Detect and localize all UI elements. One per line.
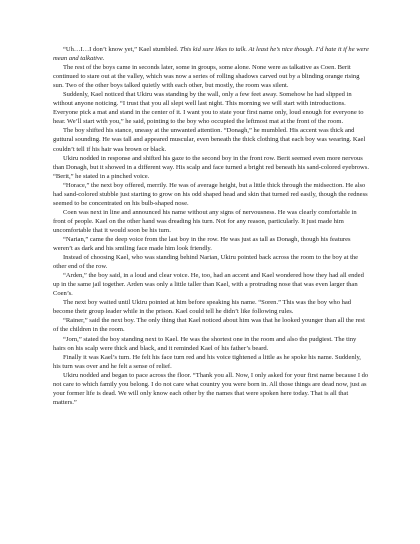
paragraph-text: “Uh…I…I don’t know yet,” Kael stumbled. [63, 46, 180, 53]
paragraph [53, 181, 369, 208]
paragraph [53, 90, 369, 126]
paragraph-text: Finally it was Kael’s turn. He felt his face turn red and his voice tightened a little as he spoke his name. Suddenly, his turn was over and he felt a sense of relief. [53, 353, 361, 370]
paragraph [53, 298, 369, 316]
paragraph-text: Suddenly, Kael noticed that Ukiru was standing by the wall, only a few feet away. Somehow he had slipped in without anyone noticing. “I trust that you all slept well last night. This morning we will start with introductions. Everyone pick a mat and stand in the center of it. I want you to state your first name only, loud enough for everyone to hear. We’ll start with you,” he said, pointing to the boy who occupied the leftmost mat at the front of the room. [53, 91, 364, 126]
paragraph-text: Ukiru nodded in response and shifted his gaze to the second boy in the front row. Berit seemed even more nervous than Donagh, but it showed in a different way. His scalp and face turned a bright red beneath his sand-colored eyebrows. “Berit,” he stated in a pinched voice. [53, 154, 369, 180]
paragraph-text: “Rainer,” said the next boy. The only thing that Kael noticed about him was that he looked younger than all the rest of the children in the room. [53, 317, 365, 334]
paragraph-text: The boy shifted his stance, uneasy at the unwanted attention. “Donagh,” he mumbled. His accent was thick and guttural sounding. He was tall and appeared muscular, even beneath the thick clothing that each boy was wearing. Kael couldn’t tell if his hair was brown or black. [53, 127, 366, 153]
paragraph [53, 154, 369, 181]
paragraph-text: Instead of choosing Kael, who was standing behind Narian, Ukiru pointed back across the room to the boy at the other end of the row. [53, 254, 359, 271]
paragraph [53, 271, 369, 298]
paragraph-text: The rest of the boys came in seconds later, some in groups, some alone. None were as talkative as Coen. Berit continued to stare out at the valley, which was now a series of rolling shadows carved out by a blinding orange rising sun. Two of the other boys talked quietly with each other, but mostly, the room was silent. [53, 64, 360, 90]
paragraph [53, 126, 369, 153]
paragraph [53, 371, 369, 407]
paragraph-text: “Horace,” the next boy offered, merrily. He was of average height, but a little thick through the midsection. He also had sand-colored stubble just starting to grow on his odd shaped head and skin that turned red easily, though the redness seemed to be concentrated on his bulb-shaped nose. [53, 181, 368, 207]
paragraph-text: Coen was next in line and announced his name without any signs of nervousness. He was clearly comfortable in front of people. Kael on the other hand was dreading his turn. Not for any reason, particularly. It just made him uncomfortable that it would soon be his turn. [53, 208, 357, 234]
paragraph-text: The next boy waited until Ukiru pointed at him before speaking his name. “Soren.” This was the boy who had become their group leader while in the prison. Kael could tell he didn’t like following rules. [53, 299, 352, 316]
paragraph-text: Ukiru nodded and began to pace across the floor. “Thank you all. Now, I only asked for your first name because I do not care to which family you belong. I do not care what country you were born in. All those things are dead now, just as your former life is dead. We will only know each other by the names that were spoken here today. That is all that matters.” [53, 371, 369, 406]
paragraph-text: “Arden,” the boy said, in a loud and clear voice. He, too, had an accent and Kael wondered how they had all ended up in the same jail together. Arden was only a little taller than Kael, with a protruding nose that was even larger than Coen’s. [53, 272, 364, 298]
paragraph-text: “Jorn,” stated the boy standing next to Kael. He was the shortest one in the room and also the pudgiest. The tiny hairs on his scalp were thick and black, and it reminded Kael of his father’s beard. [53, 335, 357, 352]
paragraph-text: “Narian,” came the deep voice from the last boy in the row. He was just as tall as Donagh, though his features weren’t as dark and his smiling face made him look friendly. [53, 235, 351, 253]
paragraph [53, 253, 369, 271]
paragraph [53, 316, 369, 334]
paragraph [53, 208, 369, 235]
paragraph [53, 235, 369, 253]
paragraph [53, 63, 369, 90]
paragraph [53, 45, 369, 63]
paragraph [53, 335, 369, 353]
italic-thought: This kid sure likes to talk. At least he’s nice though. I’d hate it if he were mean and talkative. [53, 46, 369, 63]
paragraph [53, 353, 369, 371]
body-text [53, 45, 369, 407]
